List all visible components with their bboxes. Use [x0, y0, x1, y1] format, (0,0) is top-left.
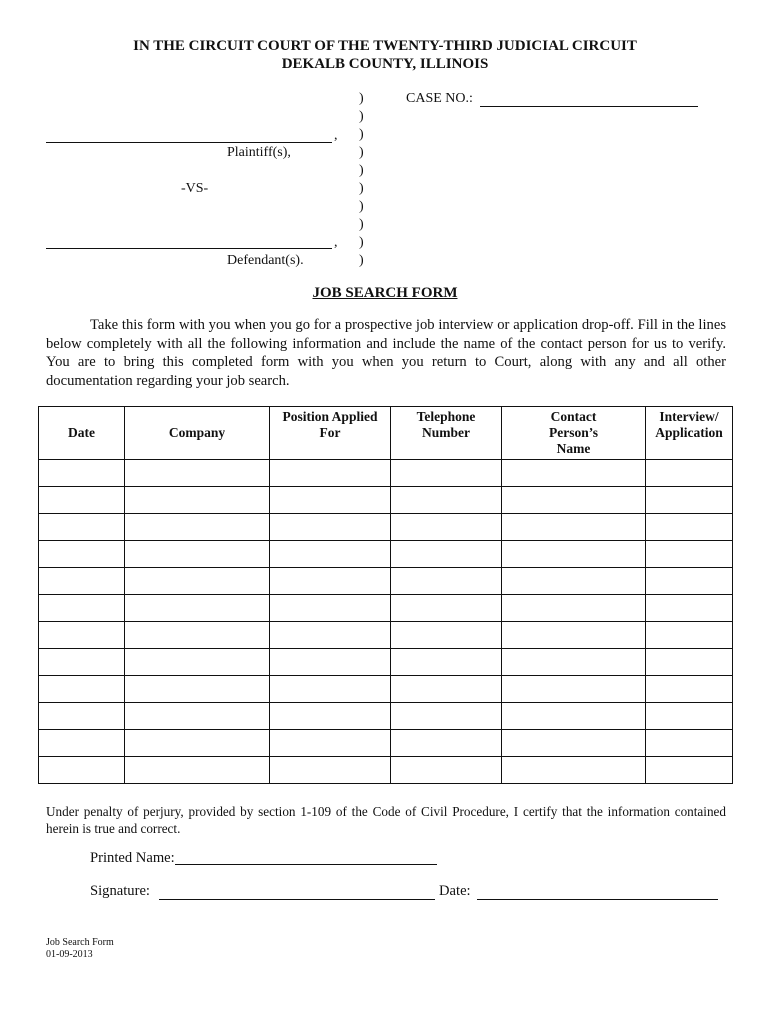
date-cell[interactable]: [39, 514, 125, 541]
paren: ): [359, 235, 364, 250]
company-cell[interactable]: [125, 649, 270, 676]
column-header-date: Date: [39, 407, 125, 460]
contact-cell[interactable]: [502, 676, 646, 703]
contact-cell[interactable]: [502, 622, 646, 649]
telephone-cell[interactable]: [391, 649, 502, 676]
contact-cell[interactable]: [502, 568, 646, 595]
perjury-certification: Under penalty of perjury, provided by section 1-109 of the Code of Civil Procedure, I certify that the information contained herein is true and correct.: [46, 804, 726, 836]
company-cell[interactable]: [125, 703, 270, 730]
paren: ): [359, 91, 364, 106]
telephone-cell[interactable]: [391, 568, 502, 595]
paren: ): [359, 217, 364, 232]
contact-cell[interactable]: [502, 757, 646, 784]
contact-cell[interactable]: [502, 541, 646, 568]
instructions-paragraph: [46, 316, 726, 390]
table-header-row: [39, 407, 733, 460]
telephone-cell[interactable]: [391, 730, 502, 757]
defendant-comma: ,: [334, 235, 338, 250]
interview-cell[interactable]: [646, 703, 733, 730]
contact-cell[interactable]: [502, 730, 646, 757]
contact-cell[interactable]: [502, 703, 646, 730]
telephone-cell[interactable]: [391, 487, 502, 514]
telephone-cell[interactable]: [391, 541, 502, 568]
interview-cell[interactable]: [646, 541, 733, 568]
plaintiff-name-field[interactable]: [46, 142, 332, 143]
table-row: [39, 595, 733, 622]
interview-cell[interactable]: [646, 730, 733, 757]
telephone-cell[interactable]: [391, 676, 502, 703]
company-cell[interactable]: [125, 757, 270, 784]
versus-label: -VS-: [181, 181, 209, 196]
column-header-telephone: Telephone Number: [391, 407, 502, 460]
table-row: [39, 460, 733, 487]
table-row: [39, 676, 733, 703]
position-cell[interactable]: [270, 541, 391, 568]
interview-cell[interactable]: [646, 757, 733, 784]
date-cell[interactable]: [39, 676, 125, 703]
company-cell[interactable]: [125, 514, 270, 541]
table-row: [39, 487, 733, 514]
company-cell[interactable]: [125, 568, 270, 595]
plaintiff-label: Plaintiff(s),: [227, 145, 291, 160]
date-cell[interactable]: [39, 757, 125, 784]
signature-field[interactable]: [159, 899, 435, 900]
date-field[interactable]: [477, 899, 718, 900]
position-cell[interactable]: [270, 460, 391, 487]
position-cell[interactable]: [270, 568, 391, 595]
date-label: Date:: [439, 883, 471, 899]
date-cell[interactable]: [39, 541, 125, 568]
table-row: [39, 541, 733, 568]
interview-cell[interactable]: [646, 676, 733, 703]
position-cell[interactable]: [270, 649, 391, 676]
table-row: [39, 568, 733, 595]
paren: ): [359, 181, 364, 196]
defendant-name-field[interactable]: [46, 248, 332, 249]
interview-cell[interactable]: [646, 568, 733, 595]
company-cell[interactable]: [125, 595, 270, 622]
instructions-text: Take this form with you when you go for a prospective job interview or application drop-off. Fill in the lines below completely with all the following information and include the name of the contact person for us to verify. You are to bring this completed form with you when you return to Court, along with any and all other documentation regarding your job search.: [46, 317, 726, 389]
position-cell[interactable]: [270, 730, 391, 757]
plaintiff-comma: ,: [334, 128, 338, 143]
interview-cell[interactable]: [646, 514, 733, 541]
column-header-interview: Interview/ Application: [646, 407, 733, 460]
defendant-label: Defendant(s).: [227, 253, 304, 268]
date-cell[interactable]: [39, 460, 125, 487]
column-header-company: Company: [125, 407, 270, 460]
company-cell[interactable]: [125, 541, 270, 568]
telephone-cell[interactable]: [391, 703, 502, 730]
telephone-cell[interactable]: [391, 514, 502, 541]
paren: ): [359, 109, 364, 124]
company-cell[interactable]: [125, 730, 270, 757]
table-row: [39, 730, 733, 757]
table-row: [39, 514, 733, 541]
signature-label: Signature:: [90, 883, 150, 899]
company-cell[interactable]: [125, 622, 270, 649]
company-cell[interactable]: [125, 487, 270, 514]
paren: ): [359, 199, 364, 214]
column-header-contact: Contact Person’s Name: [502, 407, 646, 460]
date-cell[interactable]: [39, 622, 125, 649]
position-cell[interactable]: [270, 703, 391, 730]
date-cell[interactable]: [39, 568, 125, 595]
date-cell[interactable]: [39, 487, 125, 514]
telephone-cell[interactable]: [391, 757, 502, 784]
paren: ): [359, 253, 364, 268]
paren: ): [359, 127, 364, 142]
date-cell[interactable]: [39, 595, 125, 622]
column-header-position: Position Applied For: [270, 407, 391, 460]
court-title: IN THE CIRCUIT COURT OF THE TWENTY-THIRD JUDICIAL CIRCUIT: [133, 38, 637, 54]
position-cell[interactable]: [270, 487, 391, 514]
position-cell[interactable]: [270, 757, 391, 784]
contact-cell[interactable]: [502, 460, 646, 487]
table-row: [39, 757, 733, 784]
position-cell[interactable]: [270, 514, 391, 541]
county-title: DEKALB COUNTY, ILLINOIS: [281, 56, 489, 72]
contact-cell[interactable]: [502, 514, 646, 541]
printed-name-label: Printed Name:: [90, 850, 175, 866]
interview-cell[interactable]: [646, 622, 733, 649]
interview-cell[interactable]: [646, 649, 733, 676]
footer-form-name: Job Search Form: [46, 937, 114, 948]
printed-name-field[interactable]: [175, 864, 437, 865]
table-row: [39, 622, 733, 649]
footer-form-date: 01-09-2013: [46, 949, 93, 960]
case-number-label: CASE NO.:: [406, 91, 473, 106]
telephone-cell[interactable]: [391, 622, 502, 649]
company-cell[interactable]: [125, 676, 270, 703]
paren: ): [359, 145, 364, 160]
position-cell[interactable]: [270, 595, 391, 622]
date-cell[interactable]: [39, 730, 125, 757]
interview-cell[interactable]: [646, 595, 733, 622]
position-cell[interactable]: [270, 676, 391, 703]
job-search-table: [38, 406, 733, 784]
paren: ): [359, 163, 364, 178]
telephone-cell[interactable]: [391, 595, 502, 622]
company-cell[interactable]: [125, 460, 270, 487]
interview-cell[interactable]: [646, 487, 733, 514]
table-row: [39, 649, 733, 676]
position-cell[interactable]: [270, 622, 391, 649]
interview-cell[interactable]: [646, 460, 733, 487]
contact-cell[interactable]: [502, 595, 646, 622]
table-row: [39, 703, 733, 730]
form-title: JOB SEARCH FORM: [312, 285, 458, 301]
case-number-field[interactable]: [480, 106, 698, 107]
date-cell[interactable]: [39, 703, 125, 730]
telephone-cell[interactable]: [391, 460, 502, 487]
contact-cell[interactable]: [502, 649, 646, 676]
contact-cell[interactable]: [502, 487, 646, 514]
date-cell[interactable]: [39, 649, 125, 676]
